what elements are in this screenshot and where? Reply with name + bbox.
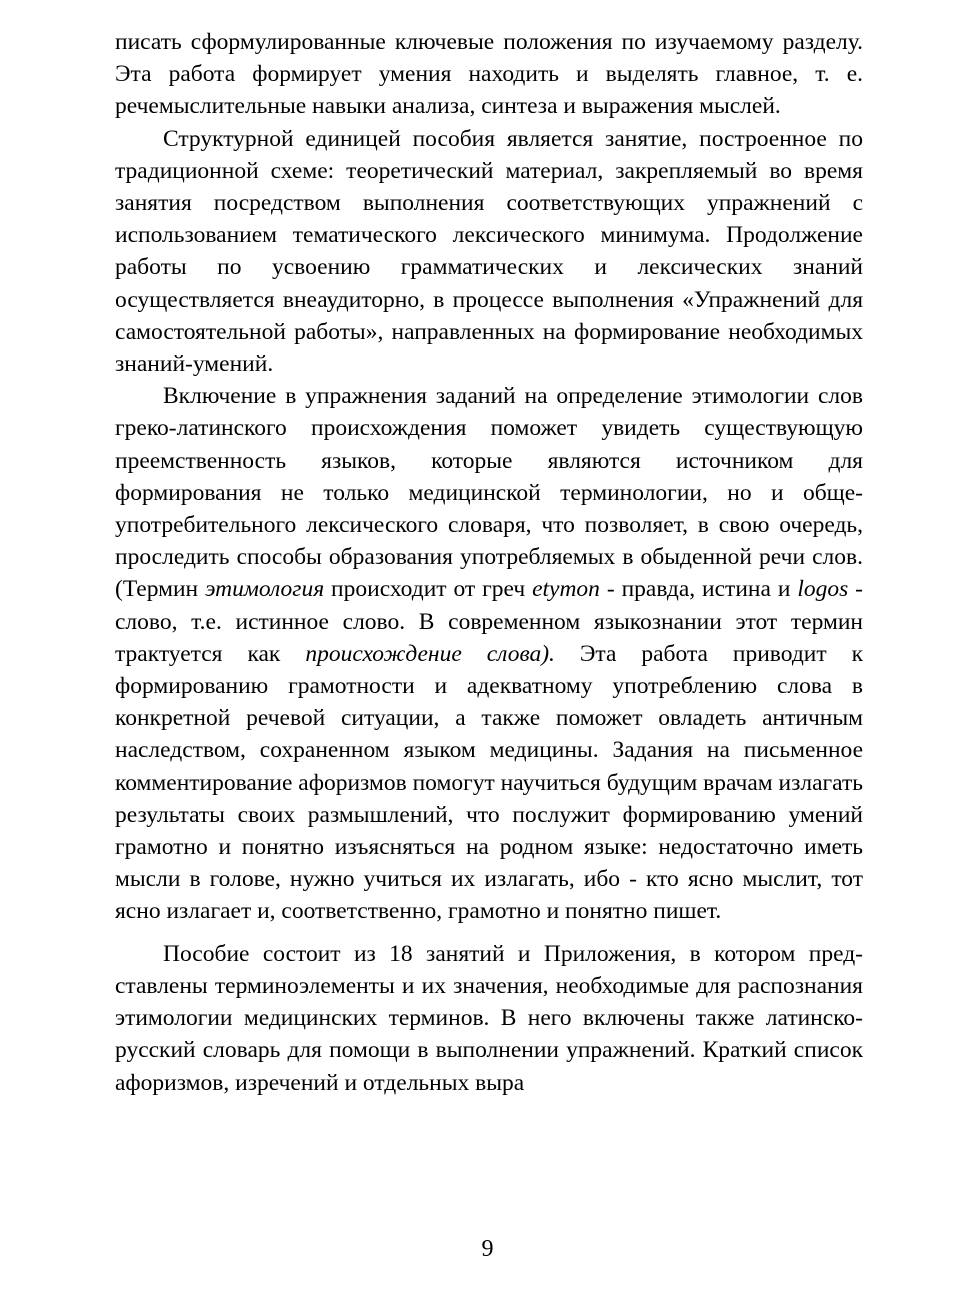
paragraph-1-run-1: писать сформулированные ключевые положения по изучаемому разделу. Эта работа формирует умения находить и выделять главное, т. е. речемыслительные навыки анализа, синтеза и выражения мыслей.	[115, 29, 863, 120]
paragraph-2-run-1: Структурной единицей пособия является занятие, построенное по традиционной схеме: теоретический материал, закрепляемый во время занятия посредством выполнения соответствующих упражнений с использованием тематического лексического минимума. Продолжение работы по усвоению грамматических и лексических знаний осуществляется внеаудиторно, в процессе выполнения «Упражнений для самостоятельной работы», направленных на формирование необходимых знаний-умений.	[115, 125, 863, 378]
paragraph-2	[115, 123, 863, 381]
page-number: 9	[481, 1236, 494, 1262]
body-text	[115, 26, 863, 1099]
paragraph-4-run-1: Пособие состоит из 18 занятий и Приложения, в котором представлены терминоэлементы и их значения, необходимые для распознания этимологии медицинских терминов. В него включены также латинско-русский словарь для помощи в выполнении упражнений. Краткий список афоризмов, изречений и отдельных выра	[115, 940, 863, 1096]
paragraph-3-run-9: Эта работа приводит к формированию грамотности и адекватному употреблению слова в конкретной речевой ситуации, а также поможет овладеть античным наследством, сохраненном языком медицины. Задания на письменное комментирование афоризмов помогут научиться будущим врачам излагать результаты своих размышлений, что послужит формированию умений грамотно и понятно изъясняться на родном языке: недостаточно иметь мысли в голове, нужно учиться их излагать, ибо - кто ясно мыслит, тот ясно излагает и, соответственно, грамотно и понятно пишет.	[115, 640, 863, 925]
paragraph-3-run-5: - правда, истина и	[599, 576, 798, 603]
paragraph-3	[115, 380, 863, 927]
paragraph-3-run-1: Включение в упражнения заданий на определение этимологии слов греко-латинского происхождения поможет увидеть существующую преемственность языков, которые являются источником для формирования не только медицинской терминологии, но и общеупотребительного лексического словаря, что позволяет, в свою очередь, проследить способы образования употребляемых в обыденной речи слов. (Термин	[115, 383, 863, 603]
paragraph-3-run-7: - слово, т.е. истинное слово. В современном языкознании этот термин трактуется как	[115, 576, 863, 667]
paragraph-4	[115, 938, 863, 1099]
paragraph-3-run-4: etymon	[532, 576, 600, 603]
paragraph-3-run-3: происходит от греч	[324, 576, 533, 603]
paragraph-1	[115, 26, 863, 123]
paragraph-3-run-6: logos	[797, 576, 849, 603]
paragraph-3-run-8: происхождение слова).	[305, 640, 555, 667]
paragraph-3-run-2: этимология	[205, 576, 325, 603]
